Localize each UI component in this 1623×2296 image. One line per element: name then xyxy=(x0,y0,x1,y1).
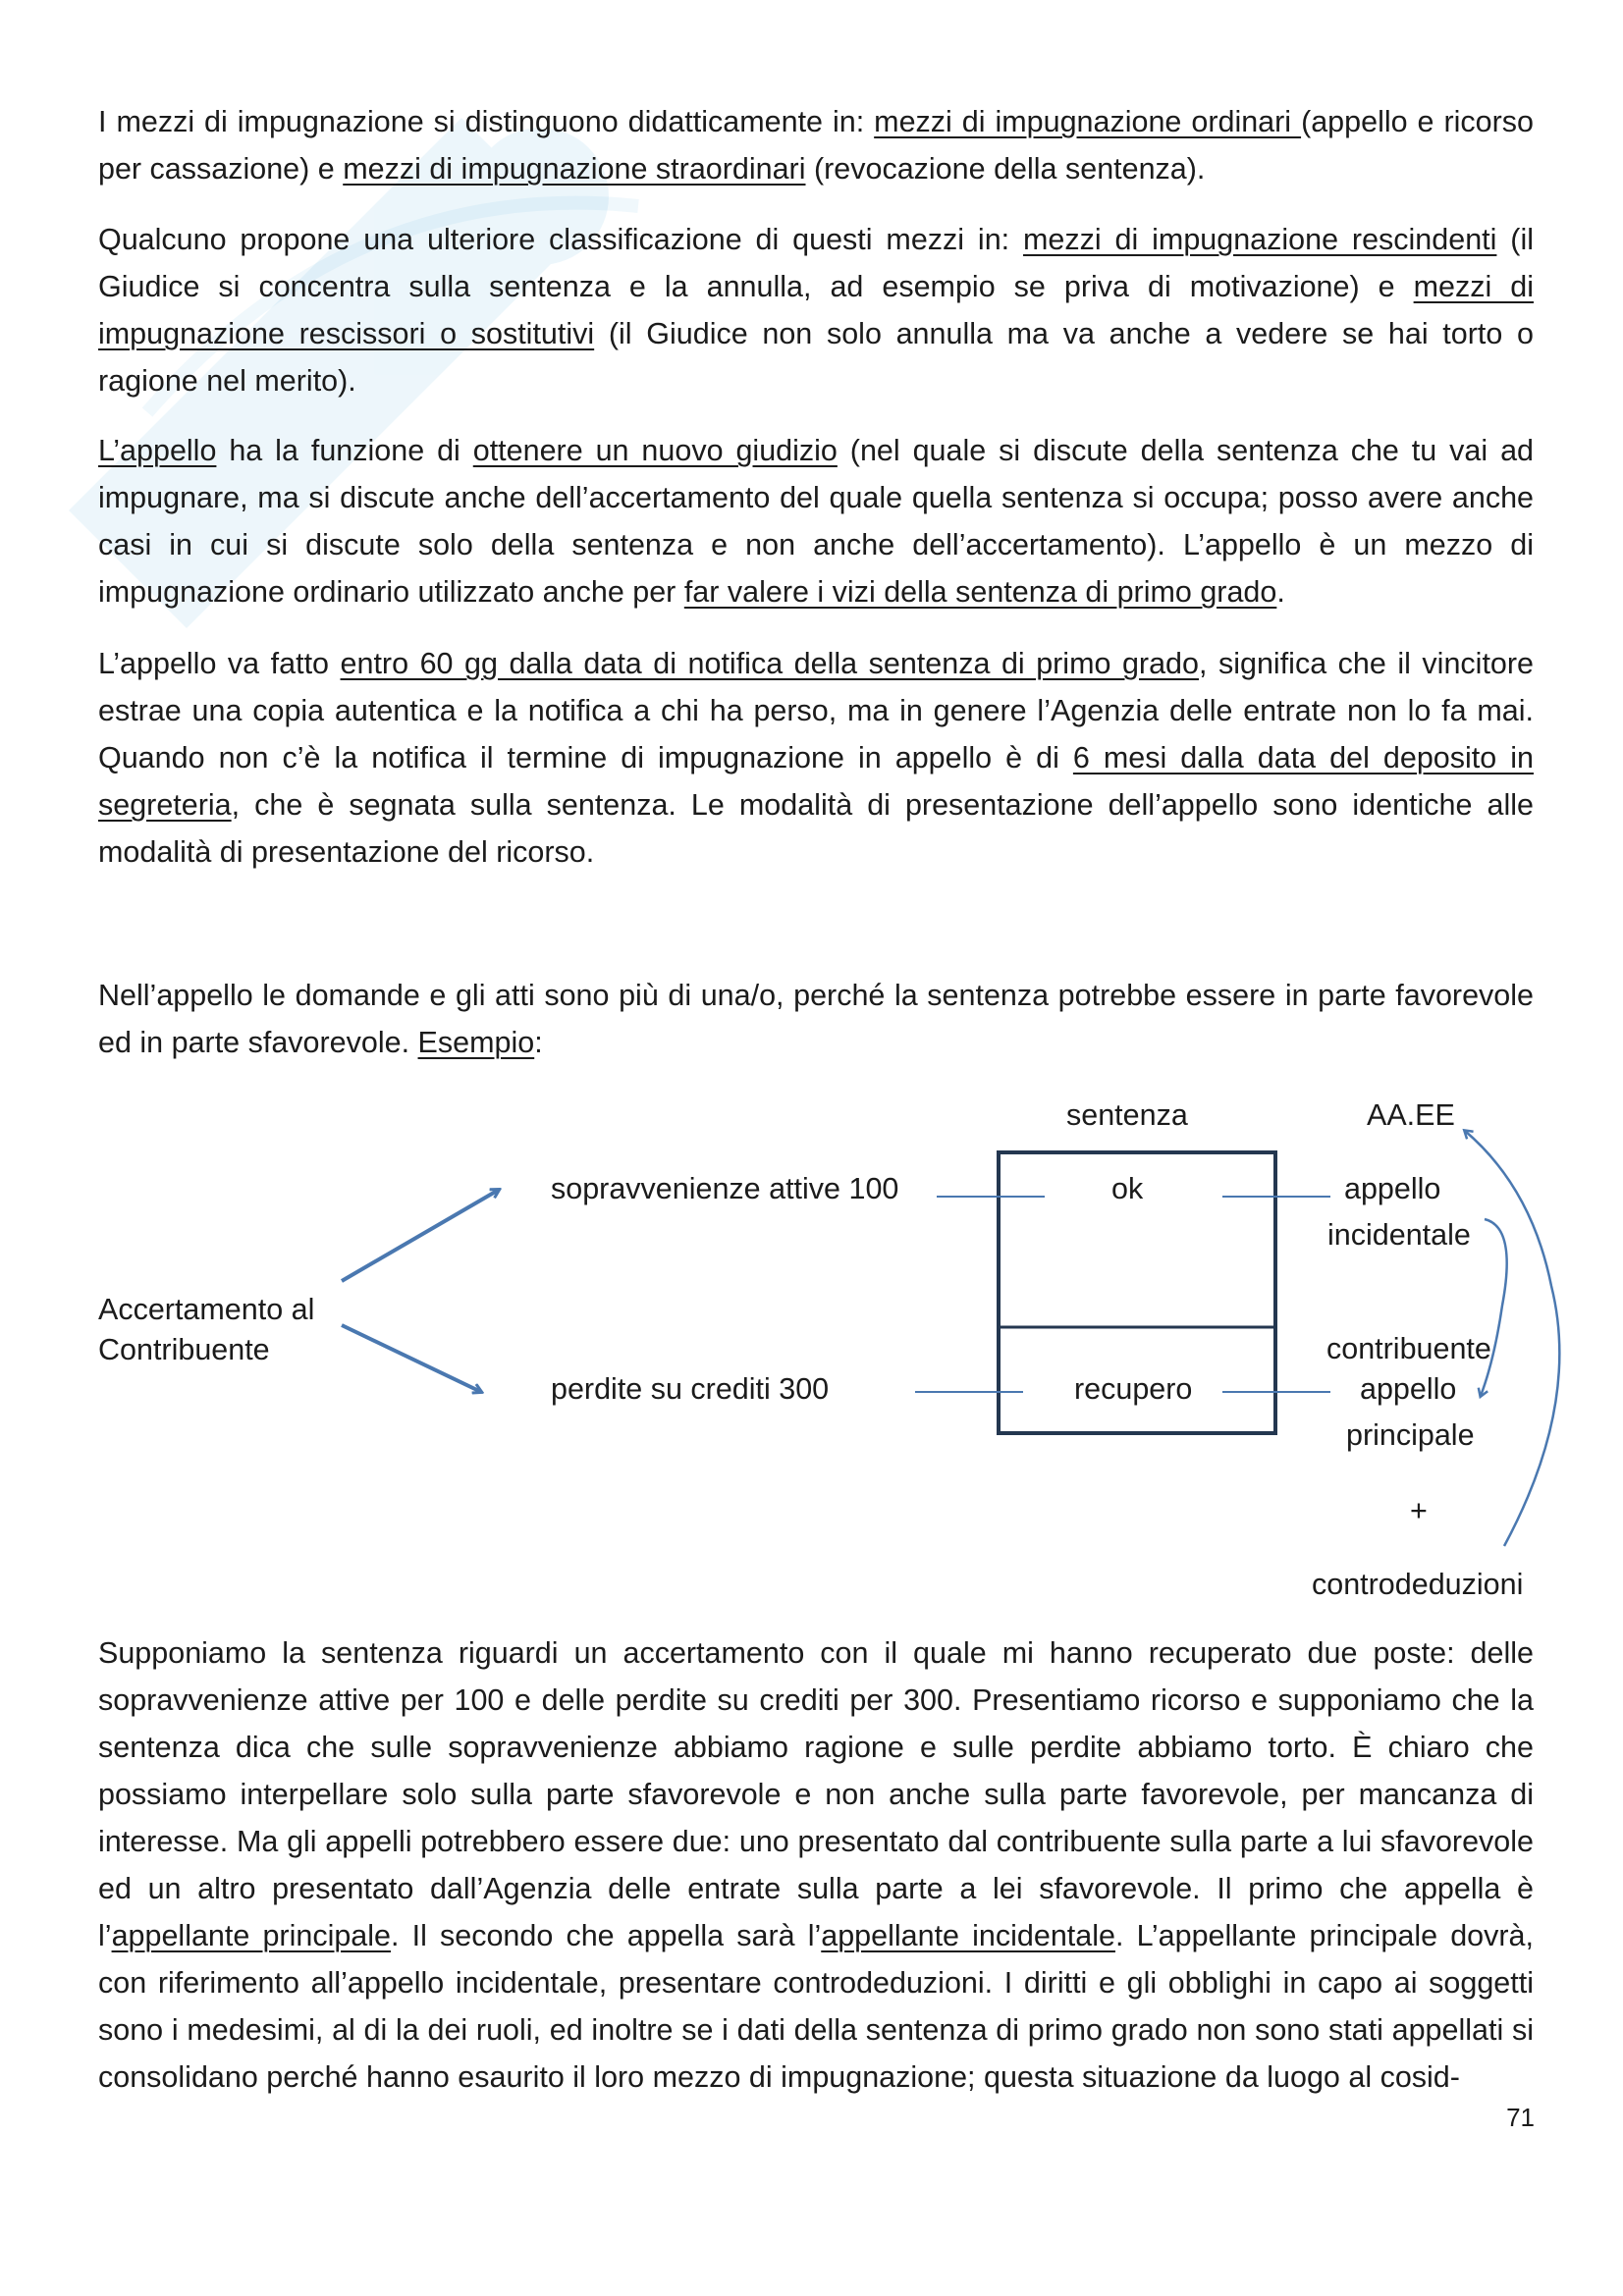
p1-underlined-straordinari: mezzi di impugnazione straordinari xyxy=(343,152,806,186)
p1-underlined-ordinari: mezzi di impugnazione ordinari xyxy=(874,105,1302,138)
p3-text-3: . xyxy=(1276,575,1285,609)
paragraph-termini-appello xyxy=(98,640,1534,876)
diagram-box-value-ok: ok xyxy=(1111,1172,1144,1205)
p4-underlined-60gg: entro 60 gg dalla data di notifica della sentenza di primo grado xyxy=(340,647,1199,680)
diagram-header-sentenza: sentenza xyxy=(1066,1098,1188,1132)
arrow-incidentale-to-principale xyxy=(1481,1219,1507,1396)
p6-underlined-appellante-incidentale: appellante incidentale xyxy=(821,1919,1115,1952)
diagram-right-contribuente: contribuente xyxy=(1326,1332,1491,1365)
paragraph-appello-funzione xyxy=(98,427,1534,615)
p4-text-3: , che è segnata sulla sentenza. Le modalità di presentazione dell’appello sono identiche alle modalità di presentazione del ricorso. xyxy=(98,788,1534,869)
p5-text-1: Nell’appello le domande e gli atti sono più di una/o, perché la sentenza potrebbe essere in parte favorevole ed in parte sfavorevole. xyxy=(98,979,1534,1059)
diagram-item-perdite: perdite su crediti 300 xyxy=(551,1372,830,1406)
p6-text-2: . Il secondo che appella sarà l’ xyxy=(391,1919,822,1952)
p1-text-3: (revocazione della sentenza). xyxy=(805,152,1206,186)
paragraph-classificazione xyxy=(98,216,1534,404)
p6-underlined-appellante-principale: appellante principale xyxy=(111,1919,392,1952)
p2-text-3: (il Giudice non solo annulla ma va anche a vedere se hai torto o ragione nel merito). xyxy=(98,317,1534,398)
diagram-box-value-recupero: recupero xyxy=(1074,1372,1193,1406)
paragraph-mezzi-impugnazione xyxy=(98,98,1534,192)
diagram-right-principale: principale xyxy=(1346,1418,1475,1452)
paragraph-esempio-intro xyxy=(98,972,1534,1066)
p4-text-2: , significa che il vincitore estrae una copia autentica e la notifica a chi ha perso, ma in genere l’Agenzia delle entrate non lo fa mai. Quando non c’è la notifica il termine di impugnazione in appello è di xyxy=(98,647,1535,774)
p5-text-2: : xyxy=(534,1026,543,1059)
diagram-right-incidentale: incidentale xyxy=(1327,1218,1471,1252)
p1-text-2: (appello e ricorso per cassazione) e xyxy=(98,105,1535,186)
p2-underlined-rescindenti: mezzi di impugnazione rescindenti xyxy=(1023,223,1497,256)
diagram-right-appello: appello xyxy=(1344,1172,1441,1205)
p6-text-1: Supponiamo la sentenza riguardi un accertamento con il quale mi hanno recuperato due poste: delle sopravvenienze attive per 100 e delle perdite su crediti per 300. Presentiamo ricorso e supponiamo che la sentenza dica che sulle sopravvenienze abbiamo ragione e sulle perdite abbiamo torto. È chiaro che possiamo interpellare solo sulla parte sfavorevole e non anche sulla parte favorevole, per mancanza di interesse. Ma gli appelli potrebbero essere due: uno presentato dal contribuente sulla parte a lui sfavorevole ed un altro presentato dall’Agenzia delle entrate sulla parte a lei sfavorevole. Il primo che appella è l’ xyxy=(98,1636,1534,1952)
p1-text-1: I mezzi di impugnazione si distinguono didatticamente in: xyxy=(98,105,875,138)
page-number: 71 xyxy=(1506,2103,1535,2132)
diagram-item-sopravvenienze: sopravvenienze attive 100 xyxy=(551,1172,899,1205)
arrow-to-perdite xyxy=(342,1325,481,1392)
diagram-controdeduzioni: controdeduzioni xyxy=(1312,1568,1524,1601)
p5-underlined-esempio: Esempio xyxy=(417,1026,535,1059)
diagram-header-aaee: AA.EE xyxy=(1367,1098,1455,1132)
p2-text-1: Qualcuno propone una ulteriore classificazione di questi mezzi in: xyxy=(98,223,1024,256)
diagram-plus-sign: + xyxy=(1410,1494,1428,1527)
p4-text-1: L’appello va fatto xyxy=(98,647,341,680)
p2-underlined-rescissori: mezzi di impugnazione rescissori o sostitutivi xyxy=(98,270,1534,350)
p4-underlined-6mesi: 6 mesi dalla data del deposito in segreteria xyxy=(98,741,1534,822)
arrow-to-sopravvenienze xyxy=(342,1190,499,1281)
diagram-right-appello-principale-1: appello xyxy=(1360,1372,1457,1406)
paragraph-esempio-spiegazione xyxy=(98,1629,1534,2101)
p6-text-3: . L’appellante principale dovrà, con riferimento all’appello incidentale, presentare controdeduzioni. I diritti e gli obblighi in capo ai soggetti sono i medesimi, al di la dei ruoli, ed inoltre se i dati della sentenza di primo grado non sono stati appellati si consolidano perché hanno esaurito il loro mezzo di impugnazione; questa situazione da luogo al cosid- xyxy=(98,1919,1534,2094)
p3-text-2: (nel quale si discute della sentenza che tu vai ad impugnare, ma si discute anche dell’accertamento del quale quella sentenza si occupa; posso avere anche casi in cui si discute solo della sentenza e non anche dell’accertamento). L’appello è un mezzo di impugnazione ordinario utilizzato anche per xyxy=(98,434,1534,609)
p3-underlined-vizi: far valere i vizi della sentenza di primo grado xyxy=(683,575,1277,609)
p3-underlined-appello: L’appello xyxy=(98,434,217,467)
p3-underlined-nuovo-giudizio: ottenere un nuovo giudizio xyxy=(472,434,838,467)
diagram-left-label-line1: Accertamento al xyxy=(98,1293,315,1326)
diagram-left-label-line2: Contribuente xyxy=(98,1333,270,1366)
p3-text-1: ha la funzione di xyxy=(216,434,473,467)
p2-text-2: (il Giudice si concentra sulla sentenza e la annulla, ad esempio se priva di motivazione) e xyxy=(98,223,1534,303)
